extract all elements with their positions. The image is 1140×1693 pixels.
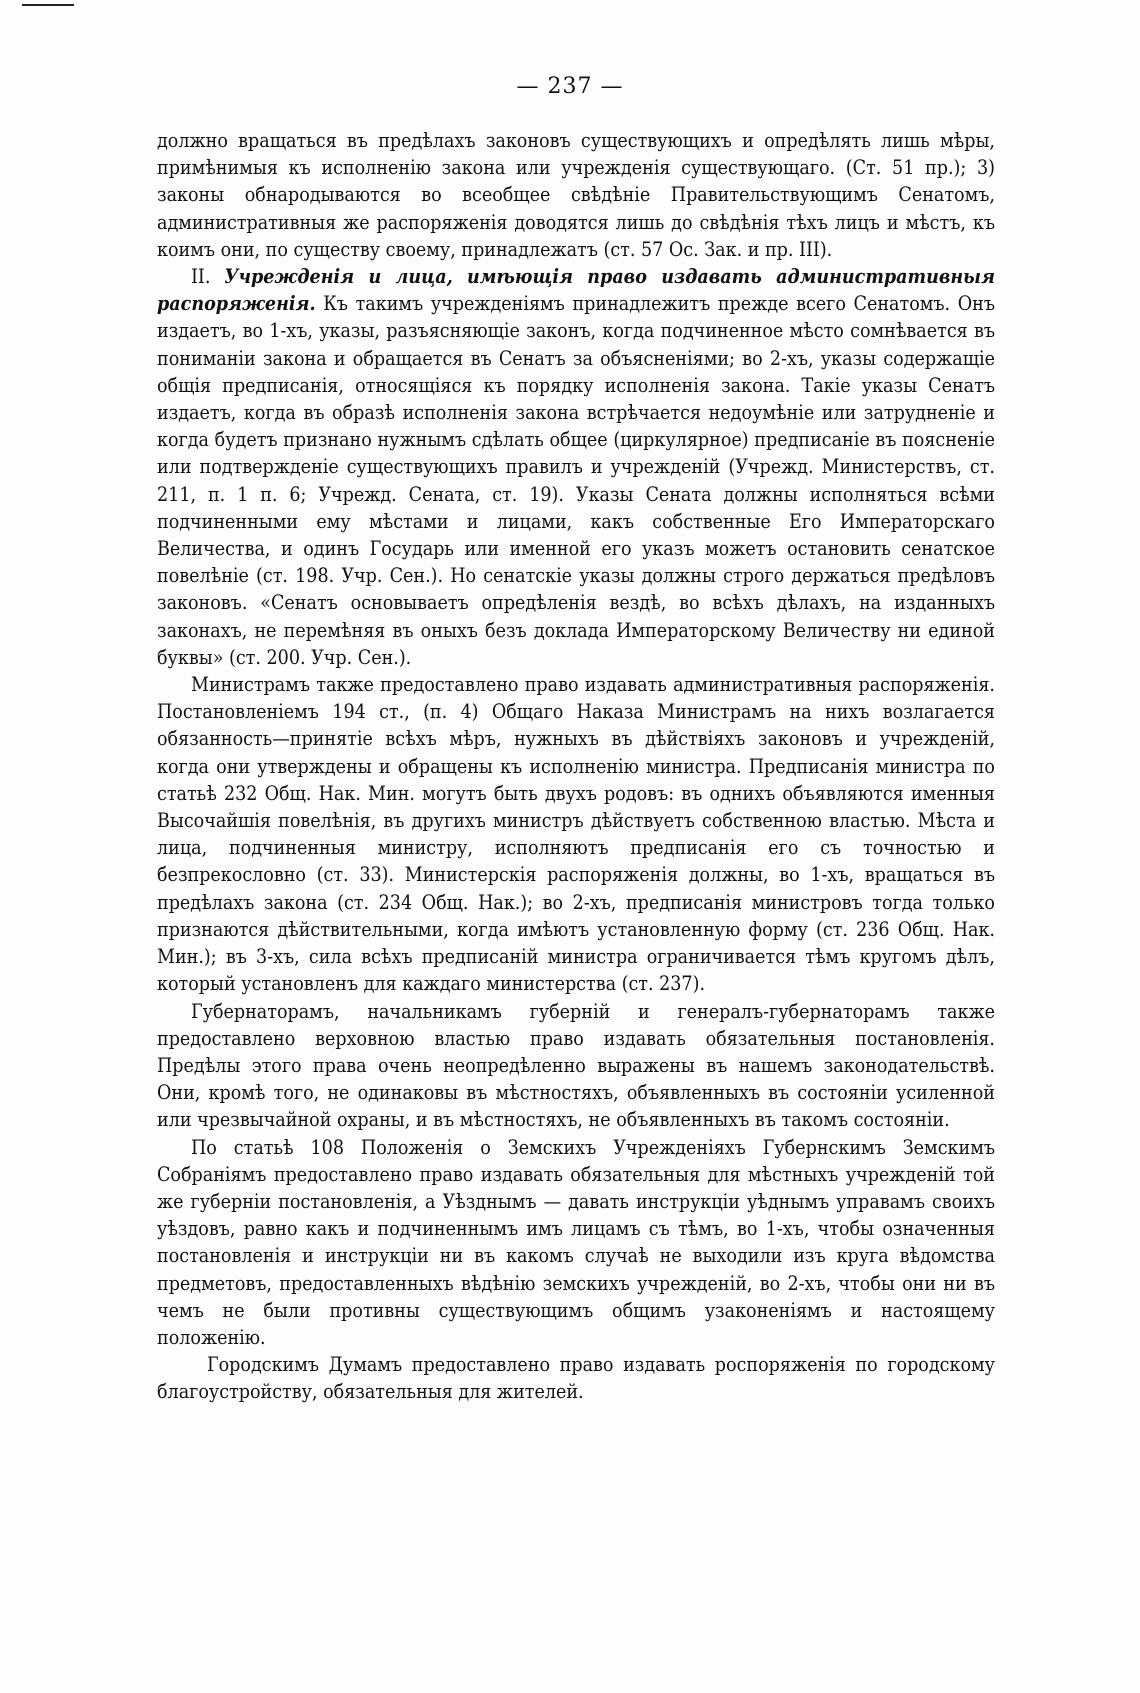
paragraph-governors: Губернаторамъ, начальникамъ губерній и генералъ-губернаторамъ также предоставлено верховною властью право издавать обязательныя постановленія. Предѣлы этого права очень неопредѣленно выражены въ нашемъ законодательствѣ. Они, кромѣ того, не одинаковы въ мѣстностяхъ, объявленныхъ въ состояніи усиленной или чрезвычайной охраны, и въ мѣстностяхъ, не объявленныхъ въ такомъ состояніи.: [157, 999, 995, 1132]
main-text: [157, 127, 995, 1406]
paragraph-ministers: Министрамъ также предоставлено право издавать административныя распоряженія. Постановленіемъ 194 ст., (п. 4) Общаго Наказа Министрамъ на нихъ возлагается обязанность—принятіе всѣхъ мѣръ, нужныхъ въ дѣйствіяхъ законовъ и учрежденій, когда они утверждены и обращены къ исполненію министра. Предписанія министра по статьѣ 232 Общ. Нак. Мин. могутъ быть двухъ родовъ: въ однихъ объявляются именныя Высочайшія повелѣнія, въ другихъ министръ дѣйствуетъ собственною властью. Мѣста и лица, подчиненныя министру, исполняютъ предписанія его съ точностью и безпрекословно (ст. 33). Министерскія распоряженія должны, во 1-хъ, вращаться въ предѣлахъ закона (ст. 234 Общ. Нак.); во 2-хъ, предписанія министровъ тогда только признаются дѣйствительными, когда имѣютъ установленную форму (ст. 236 Общ. Нак. Мин.); въ 3-хъ, сила всѣхъ предписаній министра ограничивается тѣмъ кругомъ дѣлъ, который установленъ для каждаго министерства (ст. 237).: [157, 673, 995, 996]
page-corner-rule: [22, 4, 74, 6]
paragraph-continuation: должно вращаться въ предѣлахъ законовъ существующихъ и опредѣлять лишь мѣры, примѣнимыя къ исполненію закона или учрежденія существующаго. (Ст. 51 пр.); 3) законы обнародываются во всеобщее свѣдѣніе Правительствующимъ Сенатомъ, административныя же распоряженія доводятся лишь до свѣдѣнія тѣхъ лицъ и мѣстъ, къ коимъ они, по существу своему, принадлежатъ (ст. 57 Ос. Зак. и пр. III).: [157, 129, 995, 261]
page-number: — 237 —: [516, 74, 624, 99]
paragraph-city-dumas: Городскимъ Думамъ предоставлено право издавать роспоряженія по городскому благоустройству, обязательныя для жителей.: [157, 1353, 995, 1404]
paragraph-section-ii: [157, 263, 995, 671]
section-number: II.: [191, 265, 211, 289]
section-body: Къ такимъ учрежденіямъ принадлежитъ прежде всего Сенатомъ. Онъ издаетъ, во 1-хъ, указы, разъясняющіе законъ, когда подчиненное мѣсто сомнѣвается въ пониманіи закона и обращается въ Сенатъ за объясненіями; во 2-хъ, указы содержащіе общія предписанія, относящіяся къ порядку исполненія закона. Такіе указы Сенатъ издаетъ, когда въ образѣ исполненія закона встрѣчается недоумѣніе или затрудненіе и когда будетъ признано нужнымъ сдѣлать общее (циркулярное) предписаніе въ поясненіе или подтвержденіе существующихъ правилъ и учрежденій (Учрежд. Министерствъ, ст. 211, п. 1 п. 6; Учрежд. Сената, ст. 19). Указы Сената должны исполняться всѣми подчиненными ему мѣстами и лицами, какъ собственные Его Императорскаго Величества, и одинъ Государь или именной его указъ можетъ остановить сенатское повелѣніе (ст. 198. Учр. Сен.). Но сенатскіе указы должны строго держаться предѣловъ законовъ. «Сенатъ основываетъ опредѣленія вездѣ, во всѣхъ дѣлахъ, на изданныхъ законахъ, не перемѣняя въ оныхъ безъ доклада Императорскому Величеству ни единой буквы» (ст. 200. Учр. Сен.).: [157, 292, 995, 669]
paragraph-zemstvo: По статьѣ 108 Положенія о Земскихъ Учрежденіяхъ Губернскимъ Земскимъ Собраніямъ предоставлено право издавать обязательныя для мѣстныхъ учрежденій той же губерніи постановленія, а Уѣзднымъ — давать инструкціи уѣднымъ управамъ своихъ уѣздовъ, равно какъ и подчиненнымъ имъ лицамъ съ тѣмъ, во 1-хъ, чтобы означенныя постановленія и инструкціи ни въ какомъ случаѣ не выходили изъ круга вѣдомства предметовъ, предоставленныхъ вѣдѣнію земскихъ учрежденій, во 2-хъ, чтобы они ни въ чемъ не были противны существующимъ общимъ узаконеніямъ и настоящему положенію.: [157, 1135, 995, 1349]
section-heading-italic: Учрежденія и лица, имѣющія право издавать административныя распоряженія.: [157, 265, 995, 316]
